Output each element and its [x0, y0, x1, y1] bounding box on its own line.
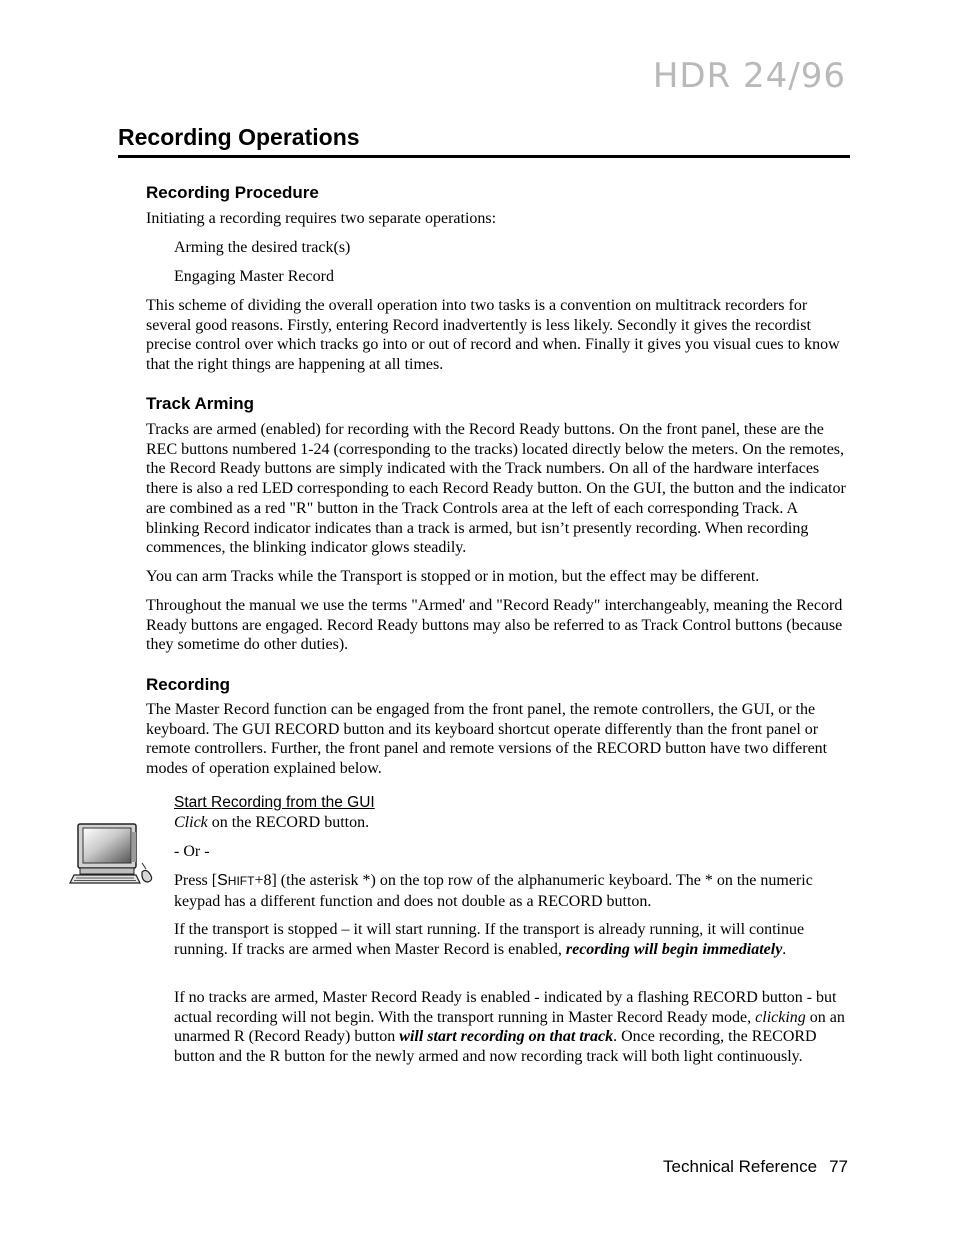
arming-paragraph-2: You can arm Tracks while the Transport is stopped or in motion, but the effect may be different.	[146, 568, 760, 585]
page-number: 77	[829, 1157, 848, 1176]
page-footer	[560, 1157, 848, 1177]
noarm-emphasis: will start recording on that track	[399, 1028, 614, 1046]
click-word: Click	[174, 814, 208, 831]
press-lead: Press [	[174, 872, 218, 889]
noarm-text-c: . Once recording, the RECORD button and the R button for the newly armed and now recording track will both light continuously.	[174, 1028, 817, 1066]
press-tail: +8] (the asterisk *) on the top row of the alphanumeric keyboard. The * on the numeric keypad has a different function and does not double as a RECORD button.	[174, 872, 813, 910]
shift-key-initial: S	[217, 872, 228, 889]
click-rest: on the RECORD button.	[207, 814, 370, 831]
document-brand-header: HDR 24/96	[652, 56, 846, 96]
heading-recording-procedure: Recording Procedure	[146, 183, 319, 202]
procedure-body: This scheme of dividing the overall operation into two tasks is a convention on multitrack recorders for several good reasons. Firstly, entering Record inadvertently is less likely. Secondly it gives the recordist precise control over which tracks go into or out of record and when. Finally it gives you visual cues to know that the right things are happening at all times.	[146, 297, 840, 374]
footer-label: Technical Reference	[663, 1157, 818, 1176]
noarm-text-a: If no tracks are armed, Master Record Ready is enabled - indicated by a flashing RECORD button - but actual recording will not begin. With the transport running in Master Record Ready mode,	[174, 989, 837, 1026]
procedure-step-2: Engaging Master Record	[174, 268, 334, 285]
or-separator: - Or -	[174, 843, 210, 860]
subheading-start-recording-gui: Start Recording from the GUI	[174, 794, 375, 811]
click-instruction	[174, 813, 850, 833]
computer-icon	[66, 822, 158, 888]
heading-recording: Recording	[146, 675, 231, 694]
title-rule	[118, 155, 850, 158]
keyboard-shortcut-instruction	[174, 871, 850, 911]
stopped-text-b: .	[782, 940, 787, 958]
shift-key-rest: HIFT	[227, 874, 255, 888]
stopped-emphasis: recording will begin immediately	[565, 940, 783, 958]
arming-paragraph-3: Throughout the manual we use the terms "Armed' and "Record Ready" interchangeably, meaning the Record Ready buttons are engaged. Record Ready buttons may also be referred to as Track Control buttons (because they sometime do other duties).	[146, 597, 843, 654]
heading-track-arming: Track Arming	[146, 394, 255, 413]
no-tracks-armed-paragraph	[174, 988, 850, 1067]
noarm-text-b: on an unarmed R (Record Ready) button	[174, 1008, 845, 1046]
arming-paragraph-1: Tracks are armed (enabled) for recording with the Record Ready buttons. On the front panel, these are the REC buttons numbered 1-24 (corresponding to the tracks) located directly below the meters. On the remotes, the Record Ready buttons are simply indicated with the Track numbers. On all of the hardware interfaces there is also a red LED corresponding to each Record Ready button. On the GUI, the button and the indicator are combined as a red "R" button in the Track Controls area at the left of each corresponding Track. A blinking Record indicator indicates than a track is armed, but isn’t presently recording. When recording commences, the blinking indicator glows steadily.	[146, 421, 846, 557]
procedure-step-1: Arming the desired track(s)	[174, 239, 351, 256]
recording-paragraph-1: The Master Record function can be engaged from the front panel, the remote controllers, the GUI, or the keyboard. The GUI RECORD button and its keyboard shortcut operate differently than the front panel or remote controllers. Further, the front panel and remote versions of the RECORD button have two different modes of operation explained below.	[146, 701, 828, 778]
noarm-clicking: clicking	[755, 1008, 806, 1026]
section-title: Recording Operations	[118, 124, 360, 150]
stopped-text-a: If the transport is stopped – it will start running. If the transport is already running, it will continue running. If tracks are armed when Master Record is enabled,	[174, 921, 805, 958]
procedure-intro: Initiating a recording requires two separate operations:	[146, 210, 497, 227]
transport-stopped-paragraph	[174, 920, 850, 959]
